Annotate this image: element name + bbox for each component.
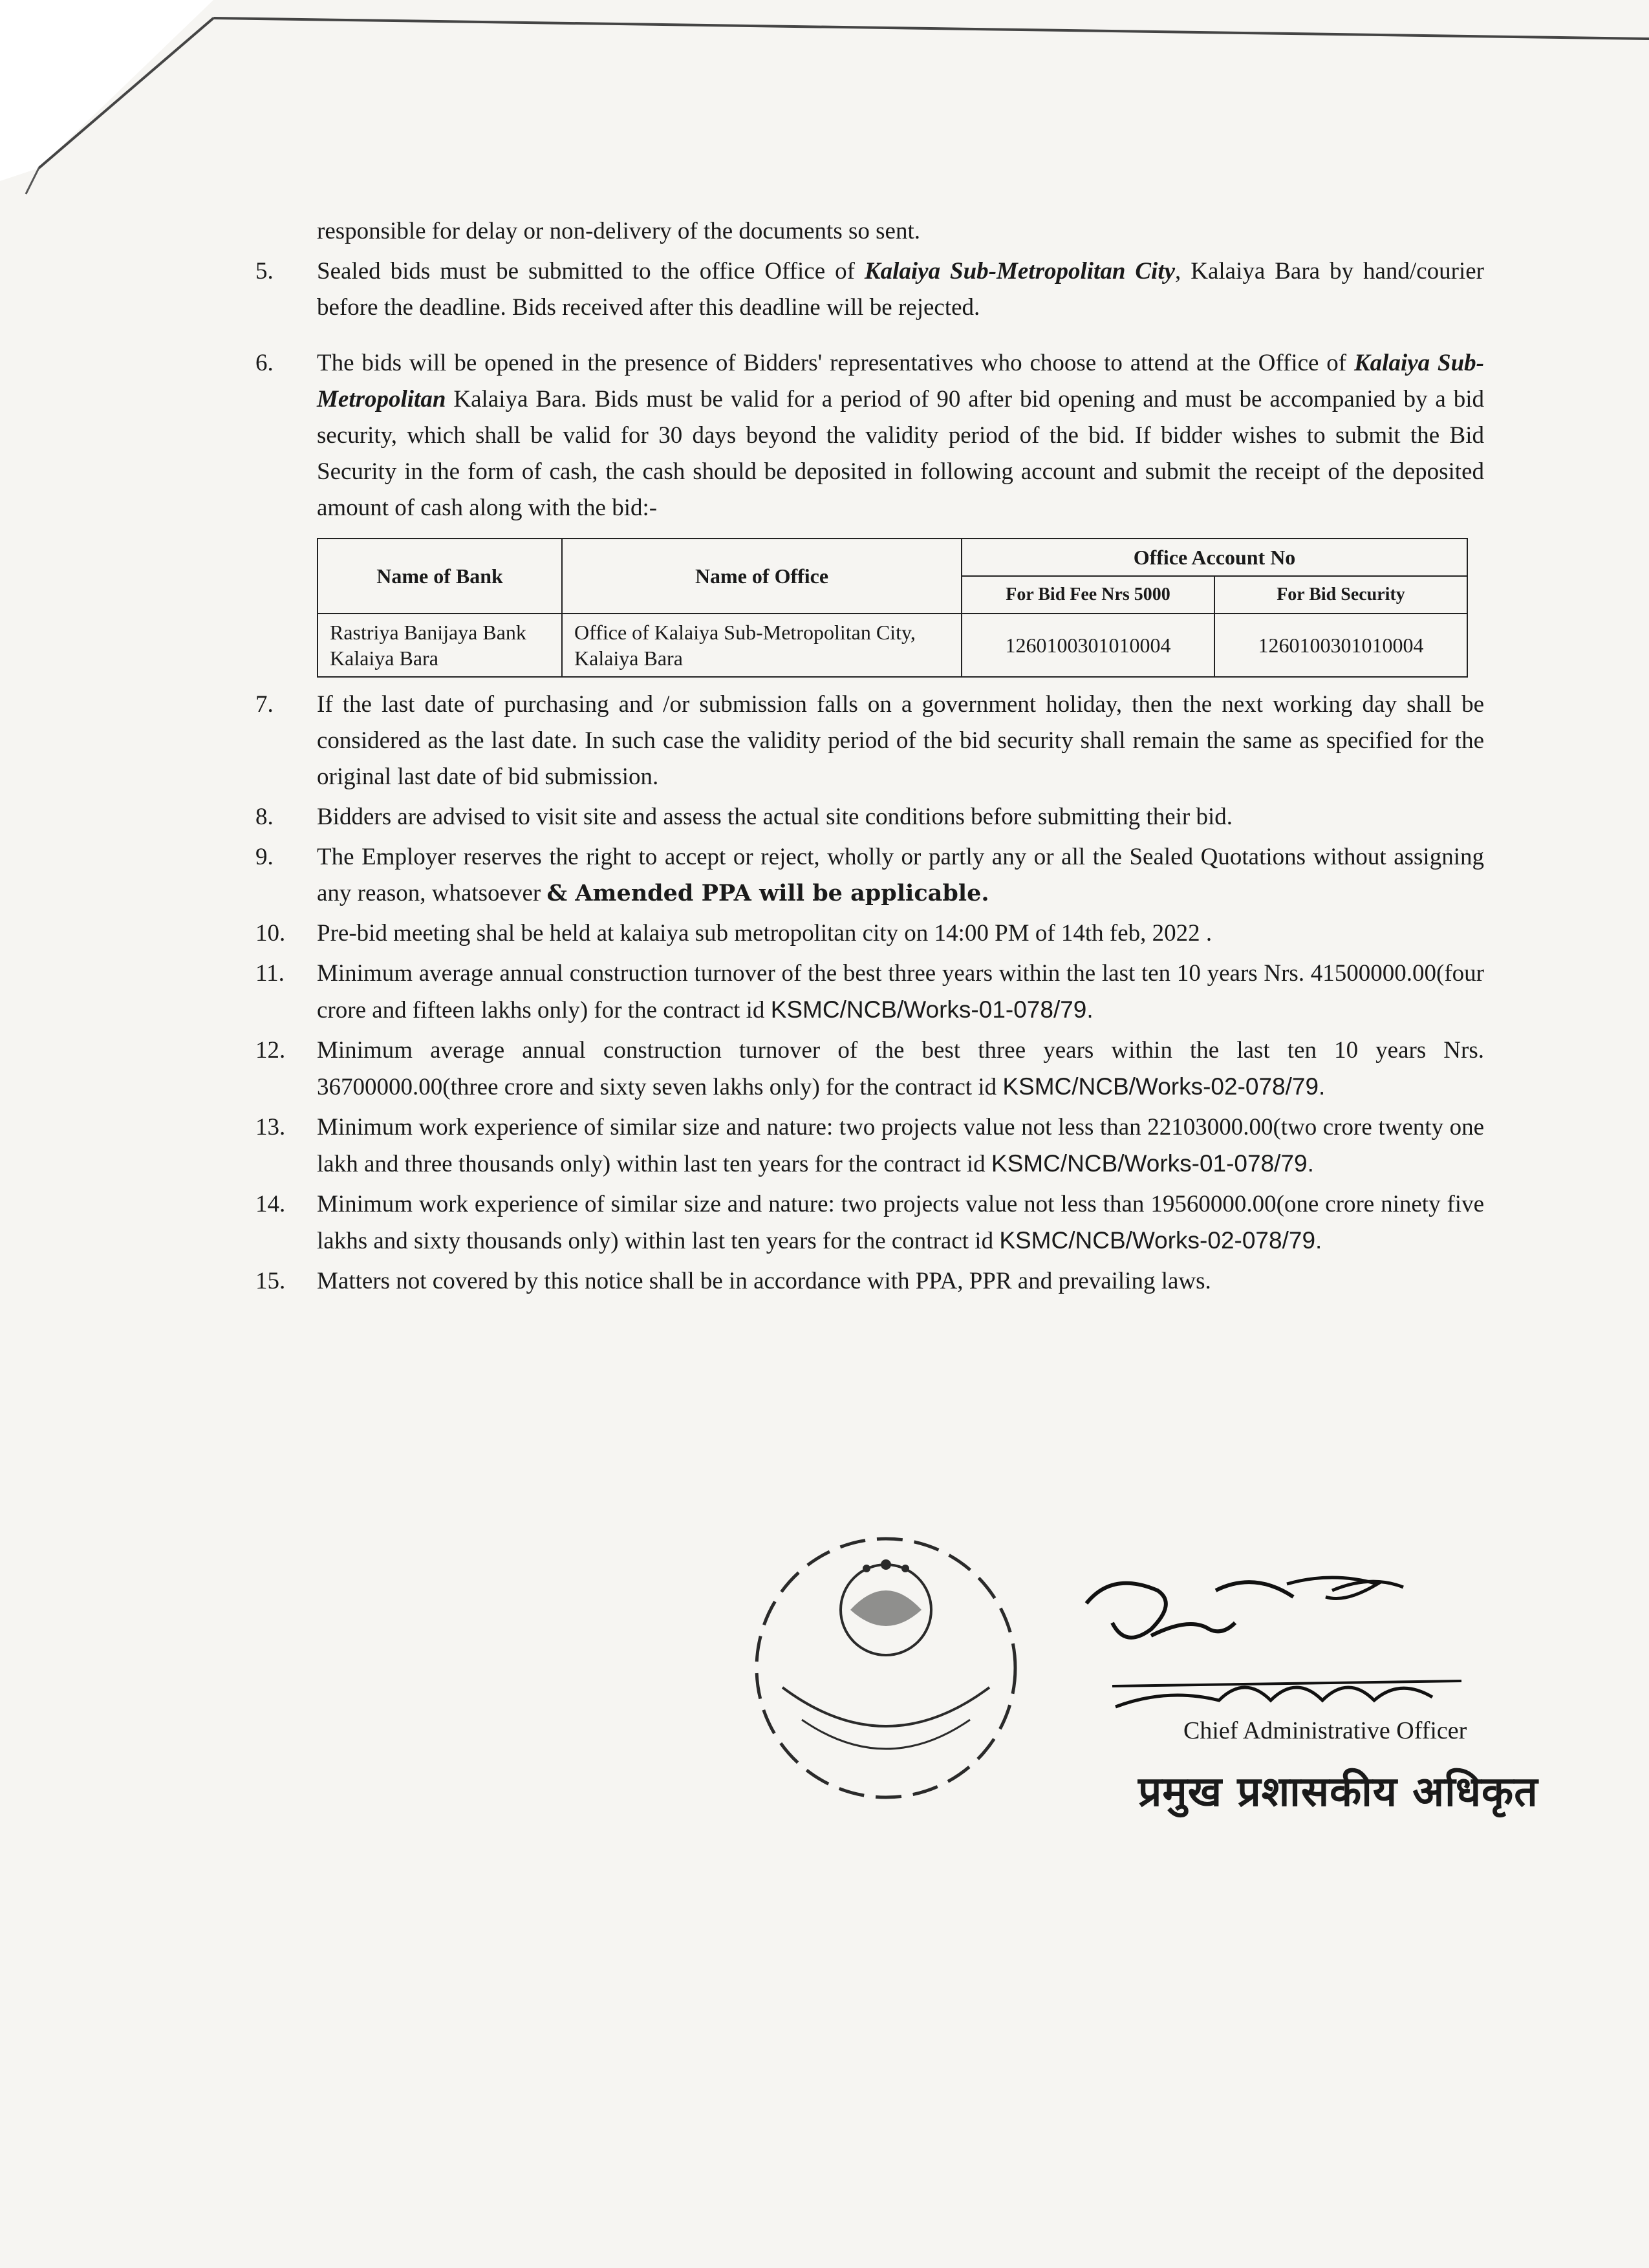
signatory-title: Chief Administrative Officer xyxy=(1183,1717,1467,1744)
header-bid-fee: For Bid Fee Nrs 5000 xyxy=(962,576,1214,614)
cell-office: Office of Kalaiya Sub-Metropolitan City, Kalaiya Bara xyxy=(562,614,962,677)
clause-text xyxy=(317,345,1484,526)
clause-item xyxy=(255,1032,1484,1106)
clause-item xyxy=(255,1109,1484,1182)
clause-number: 6. xyxy=(255,350,274,376)
clause-item xyxy=(255,915,1484,952)
cell-bank: Rastriya Banijaya Bank Kalaiya Bara xyxy=(318,614,562,677)
handwritten-date xyxy=(1112,1668,1474,1720)
clause-number: 7. xyxy=(255,691,274,718)
clause-text-span: , Kalaiya Bara by hand/courier before the deadline. Bids received after this deadline will be rejected. xyxy=(317,258,1484,321)
clause-item xyxy=(255,345,1484,526)
header-account: Office Account No xyxy=(962,539,1467,576)
clause-text xyxy=(317,687,1484,795)
cell-fee-account: 1260100301010004 xyxy=(962,614,1214,677)
document-body xyxy=(255,213,1484,1300)
clause-number: 9. xyxy=(255,844,274,870)
clause-text-span: Kalaiya Sub-Metropolitan xyxy=(317,350,1485,412)
clause-text-span: If the last date of purchasing and /or submission falls on a government holiday, then the next working day shall be considered as the last date. In such case the validity period of the bid security shall remain the same as specified for the original last date of bid submission. xyxy=(317,691,1484,790)
clause-text-span: Sealed bids must be submitted to the office Office of xyxy=(317,258,865,284)
bleed-through xyxy=(336,1830,1565,1857)
clause-text xyxy=(317,956,1484,1029)
header-bid-security: For Bid Security xyxy=(1214,576,1467,614)
clause-text xyxy=(317,1186,1484,1259)
clause-item xyxy=(255,253,1484,326)
clause-number: 5. xyxy=(255,258,274,284)
clause-item xyxy=(255,956,1484,1029)
clause-text-span: Minimum average annual construction turnover of the best three years within the last ten 10 years Nrs. 41500000.00(four crore and fifteen lakhs only) for the contract id xyxy=(317,960,1484,1023)
clause-text-span: KSMC/NCB/Works-02-078/79. xyxy=(999,1227,1322,1254)
signatory-title-nepali: प्रमुख प्रशासकीय अधिकृत xyxy=(1138,1768,1538,1816)
clause-item xyxy=(255,839,1484,912)
clause-number: 13. xyxy=(255,1114,286,1140)
clause-number: 12. xyxy=(255,1037,286,1064)
clause-text-span: The bids will be opened in the presence of Bidders' representatives who choose to attend at the Office of xyxy=(317,350,1354,376)
clause-text-span: Kalaiya Bara. Bids must be valid for a period of 90 after bid opening and must be accompanied by a bid security, which shall be valid for 30 days beyond the validity period of the bid. If bidder wishes to submit the Bid Security in the form of cash, the cash should be deposited in following account and submit the receipt of the deposited amount of cash along with the bid:- xyxy=(317,386,1484,521)
clause-item xyxy=(255,687,1484,795)
clause-text-span: KSMC/NCB/Works-01-078/79. xyxy=(770,996,1094,1023)
clause-item xyxy=(255,1186,1484,1259)
clause-text xyxy=(317,1032,1484,1106)
clause-number: 11. xyxy=(255,960,285,987)
clause-text-span: Pre-bid meeting shal be held at kalaiya sub metropolitan city on 14:00 PM of 14th feb, 2022 . xyxy=(317,920,1212,947)
cell-security-account: 1260100301010004 xyxy=(1214,614,1467,677)
clause-text xyxy=(317,799,1484,835)
clause-item xyxy=(255,799,1484,835)
clause-text-span: KSMC/NCB/Works-02-078/79. xyxy=(1002,1073,1326,1100)
clause-text-span: KSMC/NCB/Works-01-078/79. xyxy=(991,1150,1314,1177)
clause-number: 10. xyxy=(255,920,286,947)
clause-list-top xyxy=(255,253,1484,526)
clause-text-span: & Amended PPA will be applicable. xyxy=(546,880,989,906)
clause-text-span: Kalaiya Sub-Metropolitan City xyxy=(864,258,1176,284)
clause-text xyxy=(317,253,1484,326)
header-office: Name of Office xyxy=(562,539,962,614)
clause-text xyxy=(317,839,1484,912)
clause-list-bottom xyxy=(255,687,1484,1300)
clause-text-span: Bidders are advised to visit site and assess the actual site conditions before submitting their bid. xyxy=(317,804,1233,830)
bank-account-table xyxy=(317,538,1468,678)
intro-line: responsible for delay or non-delivery of the documents so sent. xyxy=(317,218,920,244)
clause-number: 8. xyxy=(255,804,274,830)
clause-number: 14. xyxy=(255,1191,286,1217)
clause-number: 15. xyxy=(255,1268,286,1294)
clause-text xyxy=(317,1109,1484,1182)
clause-text-span: The Employer reserves the right to accept or reject, wholly or partly any or all the Sealed Quotations without assigning any reason, whatsoever xyxy=(317,844,1484,906)
clause-text-span: Minimum average annual construction turnover of the best three years within the last ten 10 years Nrs. 36700000.00(three crore and sixty seven lakhs only) for the contract id xyxy=(317,1037,1484,1100)
clause-text-span: Matters not covered by this notice shall be in accordance with PPA, PPR and prevailing laws. xyxy=(317,1268,1211,1294)
clause-text-span: Minimum work experience of similar size and nature: two projects value not less than 19560000.00(one crore ninety five lakhs and sixty thousands only) within last ten years for the contract id xyxy=(317,1191,1484,1254)
clause-text xyxy=(317,915,1484,952)
clause-text xyxy=(317,1263,1484,1300)
official-seal xyxy=(744,1526,1028,1810)
header-bank: Name of Bank xyxy=(318,539,562,614)
clause-item xyxy=(255,1263,1484,1300)
clause-text-span: Minimum work experience of similar size and nature: two projects value not less than 22103000.00(two crore twenty one lakh and three thousands only) within last ten years for the contract id xyxy=(317,1114,1484,1177)
